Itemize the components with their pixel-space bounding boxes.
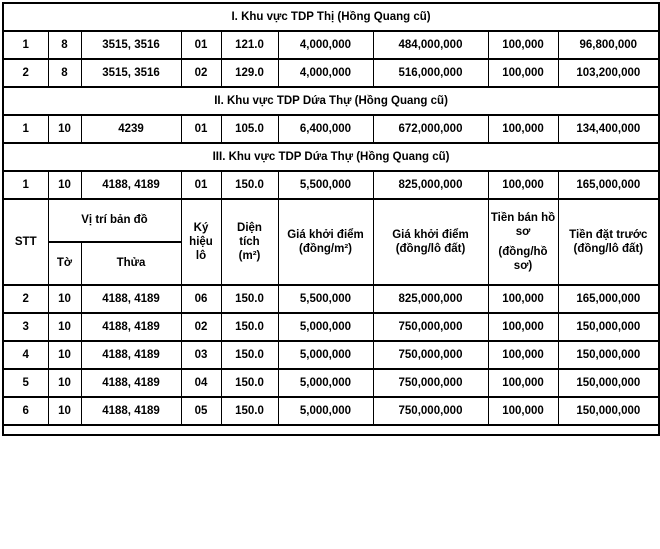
table-row bbox=[3, 171, 659, 199]
col-header-area bbox=[221, 199, 278, 285]
cell-dossier-fee: 100,000 bbox=[488, 171, 558, 199]
cell-area: 150.0 bbox=[221, 397, 278, 425]
col-label: Tờ bbox=[56, 257, 73, 270]
table-row bbox=[3, 369, 659, 397]
section-title: III. Khu vực TDP Dứa Thự (Hồng Quang cũ) bbox=[3, 143, 659, 171]
cell-parcel: 4188, 4189 bbox=[81, 171, 181, 199]
cell-area: 105.0 bbox=[221, 115, 278, 143]
col-label: Diện tích bbox=[237, 221, 262, 248]
cell-price-per-m2: 5,500,000 bbox=[278, 285, 373, 313]
section-header-row bbox=[3, 87, 659, 115]
cell-price-per-lot: 750,000,000 bbox=[373, 397, 488, 425]
cell-price-per-m2: 5,000,000 bbox=[278, 341, 373, 369]
table-row bbox=[3, 115, 659, 143]
cell-parcel: 4239 bbox=[81, 115, 181, 143]
cell-deposit: 134,400,000 bbox=[558, 115, 659, 143]
cell-price-per-lot: 825,000,000 bbox=[373, 285, 488, 313]
cell-price-per-m2: 6,400,000 bbox=[278, 115, 373, 143]
col-header-price-per-lot bbox=[373, 199, 488, 285]
cell-area: 129.0 bbox=[221, 59, 278, 87]
cell-stt: 6 bbox=[3, 397, 48, 425]
cell-deposit: 150,000,000 bbox=[558, 369, 659, 397]
cell-sheet: 10 bbox=[48, 313, 81, 341]
section-header-row bbox=[3, 143, 659, 171]
table-row bbox=[3, 285, 659, 313]
cell-price-per-m2: 4,000,000 bbox=[278, 59, 373, 87]
cell-lot: 05 bbox=[181, 397, 221, 425]
table-row bbox=[3, 31, 659, 59]
table-row bbox=[3, 341, 659, 369]
col-header-dossier-fee bbox=[488, 199, 558, 285]
cell-area: 150.0 bbox=[221, 341, 278, 369]
cell-sheet: 10 bbox=[48, 397, 81, 425]
cell-area: 150.0 bbox=[221, 313, 278, 341]
cell-area: 121.0 bbox=[221, 31, 278, 59]
col-unit: (đồng/lô đất) bbox=[573, 243, 644, 255]
col-label: STT bbox=[14, 235, 37, 248]
header-row-top bbox=[3, 199, 659, 242]
table-row bbox=[3, 313, 659, 341]
cell-stt: 1 bbox=[3, 115, 48, 143]
cell-stt: 5 bbox=[3, 369, 48, 397]
col-header-map-group bbox=[48, 199, 181, 242]
cell-parcel: 4188, 4189 bbox=[81, 285, 181, 313]
cell-parcel: 4188, 4189 bbox=[81, 341, 181, 369]
cell-lot: 04 bbox=[181, 369, 221, 397]
col-unit: (m²) bbox=[238, 250, 261, 262]
cell-stt: 1 bbox=[3, 31, 48, 59]
cell-dossier-fee: 100,000 bbox=[488, 369, 558, 397]
cell-price-per-m2: 5,000,000 bbox=[278, 369, 373, 397]
col-unit: (đồng/lô đất) bbox=[395, 243, 466, 255]
col-label: Giá khởi điểm bbox=[287, 228, 364, 241]
cell-price-per-lot: 516,000,000 bbox=[373, 59, 488, 87]
cell-area: 150.0 bbox=[221, 285, 278, 313]
cell-price-per-lot: 750,000,000 bbox=[373, 341, 488, 369]
cell-lot: 01 bbox=[181, 31, 221, 59]
cell-price-per-m2: 5,000,000 bbox=[278, 397, 373, 425]
col-header-stt bbox=[3, 199, 48, 285]
cell-deposit: 150,000,000 bbox=[558, 313, 659, 341]
col-label: Vị trí bản đồ bbox=[81, 214, 148, 227]
cell-parcel: 3515, 3516 bbox=[81, 59, 181, 87]
cell-deposit: 165,000,000 bbox=[558, 171, 659, 199]
cell-sheet: 10 bbox=[48, 341, 81, 369]
cell-dossier-fee: 100,000 bbox=[488, 341, 558, 369]
cell-lot: 06 bbox=[181, 285, 221, 313]
cell-dossier-fee: 100,000 bbox=[488, 59, 558, 87]
cell-parcel: 4188, 4189 bbox=[81, 313, 181, 341]
clipped-cell bbox=[3, 425, 659, 435]
col-label: Giá khởi điểm bbox=[392, 228, 469, 241]
cell-sheet: 10 bbox=[48, 115, 81, 143]
col-header-parcel bbox=[81, 242, 181, 285]
cell-price-per-m2: 5,500,000 bbox=[278, 171, 373, 199]
cell-dossier-fee: 100,000 bbox=[488, 313, 558, 341]
col-label: Thửa bbox=[116, 257, 146, 270]
col-unit: (đồng/m²) bbox=[298, 243, 352, 255]
cell-dossier-fee: 100,000 bbox=[488, 397, 558, 425]
cell-price-per-m2: 4,000,000 bbox=[278, 31, 373, 59]
cell-area: 150.0 bbox=[221, 369, 278, 397]
col-header-lot bbox=[181, 199, 221, 285]
cell-deposit: 103,200,000 bbox=[558, 59, 659, 87]
col-label: Tiền bán hồ sơ bbox=[490, 212, 556, 239]
cell-dossier-fee: 100,000 bbox=[488, 285, 558, 313]
cell-stt: 2 bbox=[3, 59, 48, 87]
cell-dossier-fee: 100,000 bbox=[488, 115, 558, 143]
col-unit: (đồng/hồ sơ) bbox=[498, 245, 548, 272]
cell-deposit: 165,000,000 bbox=[558, 285, 659, 313]
table-row bbox=[3, 397, 659, 425]
cell-sheet: 8 bbox=[48, 31, 81, 59]
col-label: Tiền đặt trước bbox=[569, 228, 648, 241]
cell-price-per-lot: 672,000,000 bbox=[373, 115, 488, 143]
cell-lot: 01 bbox=[181, 115, 221, 143]
cell-sheet: 8 bbox=[48, 59, 81, 87]
col-header-deposit bbox=[558, 199, 659, 285]
cell-parcel: 4188, 4189 bbox=[81, 369, 181, 397]
cell-deposit: 150,000,000 bbox=[558, 397, 659, 425]
section-header-row bbox=[3, 3, 659, 31]
cell-lot: 03 bbox=[181, 341, 221, 369]
cell-stt: 3 bbox=[3, 313, 48, 341]
land-auction-table bbox=[2, 2, 660, 436]
cell-stt: 2 bbox=[3, 285, 48, 313]
cell-sheet: 10 bbox=[48, 285, 81, 313]
cell-price-per-lot: 750,000,000 bbox=[373, 313, 488, 341]
cell-deposit: 150,000,000 bbox=[558, 341, 659, 369]
table-row bbox=[3, 59, 659, 87]
cell-price-per-lot: 484,000,000 bbox=[373, 31, 488, 59]
cell-price-per-lot: 825,000,000 bbox=[373, 171, 488, 199]
cell-price-per-m2: 5,000,000 bbox=[278, 313, 373, 341]
section-title: I. Khu vực TDP Thị (Hồng Quang cũ) bbox=[3, 3, 659, 31]
cell-price-per-lot: 750,000,000 bbox=[373, 369, 488, 397]
cell-lot: 01 bbox=[181, 171, 221, 199]
col-header-sheet bbox=[48, 242, 81, 285]
col-header-price-per-m2 bbox=[278, 199, 373, 285]
cell-parcel: 3515, 3516 bbox=[81, 31, 181, 59]
clipped-row bbox=[3, 425, 659, 435]
cell-area: 150.0 bbox=[221, 171, 278, 199]
cell-parcel: 4188, 4189 bbox=[81, 397, 181, 425]
cell-stt: 4 bbox=[3, 341, 48, 369]
cell-lot: 02 bbox=[181, 313, 221, 341]
cell-lot: 02 bbox=[181, 59, 221, 87]
section-title: II. Khu vực TDP Dứa Thự (Hồng Quang cũ) bbox=[3, 87, 659, 115]
cell-deposit: 96,800,000 bbox=[558, 31, 659, 59]
cell-sheet: 10 bbox=[48, 171, 81, 199]
cell-dossier-fee: 100,000 bbox=[488, 31, 558, 59]
col-label: Ký hiệu lô bbox=[189, 221, 213, 262]
cell-stt: 1 bbox=[3, 171, 48, 199]
cell-sheet: 10 bbox=[48, 369, 81, 397]
